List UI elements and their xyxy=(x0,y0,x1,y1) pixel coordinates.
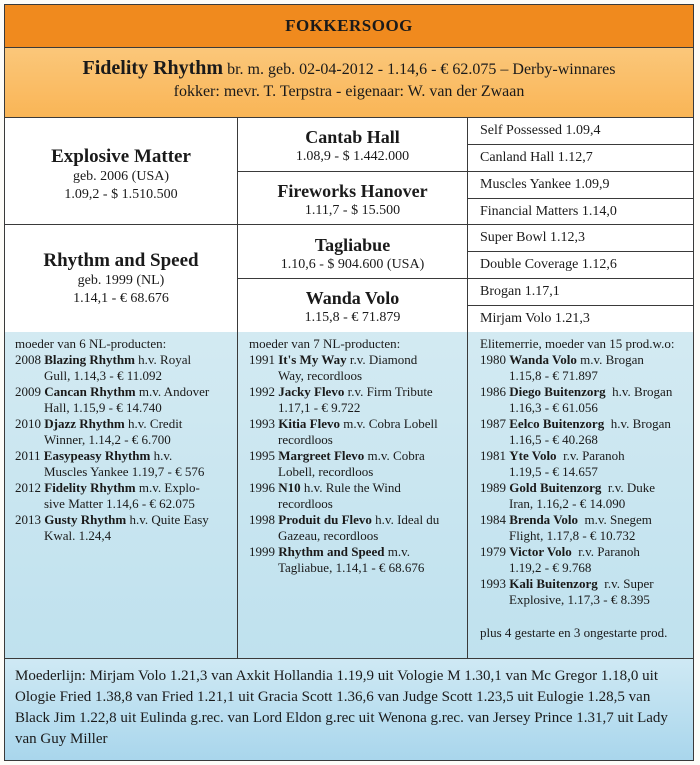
produce-record: 1.16,5 - € 40.268 xyxy=(509,432,598,447)
produce-name: Wanda Volo xyxy=(509,352,577,367)
granddam-2-cell xyxy=(238,279,468,332)
produce-name: Jacky Flevo xyxy=(278,384,345,399)
produce-record: 1.19,2 - € 9.768 xyxy=(509,560,592,575)
produce-name: Fidelity Rhythm xyxy=(44,480,136,495)
produce-sire: m.v. Cobra xyxy=(364,448,425,463)
produce-entry xyxy=(15,480,237,512)
produce-name: Rhythm and Speed xyxy=(278,544,385,559)
produce-entry xyxy=(480,416,693,448)
produce-sire: h.v. Brogan xyxy=(604,416,671,431)
grandparent-record: 1.15,8 - € 71.879 xyxy=(304,310,401,325)
produce-entry xyxy=(480,448,693,480)
dam-name: Rhythm and Speed xyxy=(43,250,199,271)
produce-record: Way, recordloos xyxy=(278,368,363,383)
produce-entry xyxy=(15,448,237,480)
produce-entry xyxy=(249,416,467,448)
produce-name: Margreet Flevo xyxy=(278,448,365,463)
produce-entry xyxy=(15,352,237,384)
grandsire-2-cell xyxy=(238,225,468,279)
produce-footnote: plus 4 gestarte en 3 ongestarte prod. xyxy=(480,625,668,640)
produce-year: 1981 xyxy=(480,448,506,463)
produce-name: Gusty Rhythm xyxy=(44,512,127,527)
produce-sire: r.v. Super xyxy=(597,576,654,591)
grandparent-name: Fireworks Hanover xyxy=(277,181,428,201)
produce-sire: m.v. Explo- xyxy=(135,480,200,495)
produce-year: 1979 xyxy=(480,544,506,559)
great-granddam-produce-column xyxy=(468,332,693,658)
pedigree-table xyxy=(5,118,693,332)
produce-entry xyxy=(15,512,237,544)
produce-sire: h.v. Credit xyxy=(124,416,183,431)
grandparent-name: Wanda Volo xyxy=(305,288,400,308)
produce-record: 1.16,3 - € 61.056 xyxy=(509,400,598,415)
produce-name: Kali Buitenzorg xyxy=(509,576,598,591)
produce-year: 1991 xyxy=(249,352,275,367)
produce-name: Eelco Buitenzorg xyxy=(509,416,605,431)
produce-record: Kwal. 1.24,4 xyxy=(44,528,112,543)
produce-entry xyxy=(249,480,467,512)
produce-record: 1.15,8 - € 71.897 xyxy=(509,368,598,383)
produce-entry xyxy=(249,384,467,416)
produce-year: 1989 xyxy=(480,480,506,495)
produce-record: sive Matter 1.14,6 - € 62.075 xyxy=(44,496,195,511)
grandparent-name: Tagliabue xyxy=(314,235,391,255)
produce-record: Tagliabue, 1.14,1 - € 68.676 xyxy=(278,560,425,575)
grandparent-record: 1.08,9 - $ 1.442.000 xyxy=(295,149,410,164)
produce-year: 2008 xyxy=(15,352,41,367)
produce-name: Yte Volo xyxy=(509,448,557,463)
granddam-1-cell xyxy=(238,172,468,225)
produce-name: Djazz Rhythm xyxy=(44,416,125,431)
produce-sire: r.v. Paranoh xyxy=(556,448,625,463)
produce-year: 2011 xyxy=(15,448,41,463)
sire-cell xyxy=(5,118,238,225)
grandparent-name: Cantab Hall xyxy=(305,127,400,147)
produce-entry xyxy=(480,384,693,416)
produce-record: Explosive, 1.17,3 - € 8.395 xyxy=(509,592,650,607)
produce-year: 2010 xyxy=(15,416,41,431)
produce-year: 1992 xyxy=(249,384,275,399)
produce-sire: m.v. Andover xyxy=(135,384,210,399)
produce-sire: r.v. Duke xyxy=(601,480,656,495)
produce-year: 1998 xyxy=(249,512,275,527)
produce-sire: h.v. Rule the Wind xyxy=(300,480,401,495)
column-header: Elitemerrie, moeder van 15 prod.w.o: xyxy=(480,336,675,351)
ggp-cell: Canland Hall 1.12,7 xyxy=(468,145,693,172)
produce-name: Cancan Rhythm xyxy=(44,384,136,399)
dam-born: geb. 1999 (NL) xyxy=(77,273,165,288)
panel-title: FOKKERSOOG xyxy=(285,16,413,35)
produce-year: 1995 xyxy=(249,448,275,463)
produce-entry xyxy=(249,512,467,544)
horse-header xyxy=(5,48,693,118)
produce-entry xyxy=(480,576,693,608)
produce-record: Hall, 1.15,9 - € 14.740 xyxy=(44,400,162,415)
produce-record: Winner, 1.14,2 - € 6.700 xyxy=(44,432,171,447)
produce-year: 1984 xyxy=(480,512,506,527)
ggp-cell: Super Bowl 1.12,3 xyxy=(468,225,693,252)
produce-record: 1.17,1 - € 9.722 xyxy=(278,400,361,415)
produce-record: recordloos xyxy=(278,432,333,447)
produce-name: Produit du Flevo xyxy=(278,512,372,527)
produce-sire: r.v. Paranoh xyxy=(571,544,640,559)
produce-sire: m.v. xyxy=(384,544,410,559)
produce-sire: r.v. Diamond xyxy=(346,352,418,367)
produce-name: Diego Buitenzorg xyxy=(509,384,606,399)
produce-name: N10 xyxy=(278,480,301,495)
produce-entry xyxy=(15,416,237,448)
title-bar xyxy=(5,5,693,48)
ggp-cell: Financial Matters 1.14,0 xyxy=(468,199,693,225)
produce-sire: m.v. Snegem xyxy=(578,512,652,527)
horse-details: br. m. geb. 02-04-2012 - 1.14,6 - € 62.075 – Derby-winnares xyxy=(227,61,616,78)
produce-name: Brenda Volo xyxy=(509,512,579,527)
produce-entry xyxy=(249,352,467,384)
produce-year: 1999 xyxy=(249,544,275,559)
dam-record: 1.14,1 - € 68.676 xyxy=(73,291,169,306)
ggp-cell: Double Coverage 1.12,6 xyxy=(468,252,693,279)
produce-sire: h.v. Quite Easy xyxy=(126,512,209,527)
dam-line-text: Moederlijn: Mirjam Volo 1.21,3 van Axkit Hollandia 1.19,9 uit Vologie M 1.30,1 van Mc Gregor 1.18,0 uit Ologie Fried 1.38,8 van Fried 1.21,1 uit Gracia Scott 1.36,6 van Judge Scott 1.23,5 uit Eulogie 1.28,5 van Black Jim 1.22,8 uit Eulinda g.rec. van Lord Eldon g.rec uit Wenona g.rec. van Jersey Prince 1.31,7 uit Lady van Guy Miller xyxy=(5,659,693,760)
produce-year: 1986 xyxy=(480,384,506,399)
produce-sire: m.v. Cobra Lobell xyxy=(340,416,438,431)
produce-entry xyxy=(480,480,693,512)
column-header: moeder van 6 NL-producten: xyxy=(15,336,167,351)
produce-year: 1980 xyxy=(480,352,506,367)
produce-sire: h.v. Royal xyxy=(134,352,192,367)
fokkersoog-panel xyxy=(4,4,694,761)
sire-born: geb. 2006 (USA) xyxy=(72,169,170,184)
produce-name: Gold Buitenzorg xyxy=(509,480,602,495)
produce-sire: r.v. Firm Tribute xyxy=(344,384,433,399)
produce-entry xyxy=(480,512,693,544)
produce-record: 1.19,5 - € 14.657 xyxy=(509,464,598,479)
produce-sire: m.v. Brogan xyxy=(576,352,644,367)
produce-entry xyxy=(480,544,693,576)
ggp-cell: Muscles Yankee 1.09,9 xyxy=(468,172,693,199)
produce-year: 2012 xyxy=(15,480,41,495)
produce-entry xyxy=(480,352,693,384)
produce-year: 1996 xyxy=(249,480,275,495)
grandparent-record: 1.10,6 - $ 904.600 (USA) xyxy=(280,257,425,272)
produce-record: recordloos xyxy=(278,496,333,511)
produce-year: 1987 xyxy=(480,416,506,431)
produce-year: 2009 xyxy=(15,384,41,399)
produce-sire: h.v. Ideal du xyxy=(371,512,440,527)
produce-name: Blazing Rhythm xyxy=(44,352,135,367)
produce-record: Flight, 1.17,8 - € 10.732 xyxy=(509,528,636,543)
granddam-produce-column xyxy=(238,332,468,658)
grandparent-record: 1.11,7 - $ 15.500 xyxy=(304,203,401,218)
horse-owners: fokker: mevr. T. Terpstra - eigenaar: W. van der Zwaan xyxy=(173,83,525,100)
produce-year: 1993 xyxy=(480,576,506,591)
produce-sire: h.v. Brogan xyxy=(605,384,673,399)
produce-name: It's My Way xyxy=(278,352,347,367)
dam-cell xyxy=(5,225,238,332)
ggp-cell: Brogan 1.17,1 xyxy=(468,279,693,306)
ggp-cell: Self Possessed 1.09,4 xyxy=(468,118,693,145)
produce-record: Iran, 1.16,2 - € 14.090 xyxy=(509,496,626,511)
horse-name: Fidelity Rhythm xyxy=(82,57,224,79)
produce-record: Gazeau, recordloos xyxy=(278,528,379,543)
produce-lists xyxy=(5,332,693,659)
column-header: moeder van 7 NL-producten: xyxy=(249,336,401,351)
produce-record: Lobell, recordloos xyxy=(278,464,374,479)
grandsire-1-cell xyxy=(238,118,468,172)
produce-year: 2013 xyxy=(15,512,41,527)
produce-entry xyxy=(249,544,467,576)
produce-sire: h.v. xyxy=(150,448,173,463)
produce-name: Easypeasy Rhythm xyxy=(43,448,151,463)
sire-record: 1.09,2 - $ 1.510.500 xyxy=(64,187,178,202)
produce-name: Victor Volo xyxy=(509,544,572,559)
produce-name: Kitia Flevo xyxy=(278,416,340,431)
dam-produce-column xyxy=(5,332,238,658)
sire-name: Explosive Matter xyxy=(51,146,191,167)
ggp-cell: Mirjam Volo 1.21,3 xyxy=(480,311,590,326)
produce-entry xyxy=(249,448,467,480)
produce-record: Gull, 1.14,3 - € 11.092 xyxy=(44,368,162,383)
produce-record: Muscles Yankee 1.19,7 - € 576 xyxy=(44,464,205,479)
produce-entry xyxy=(15,384,237,416)
produce-year: 1993 xyxy=(249,416,275,431)
